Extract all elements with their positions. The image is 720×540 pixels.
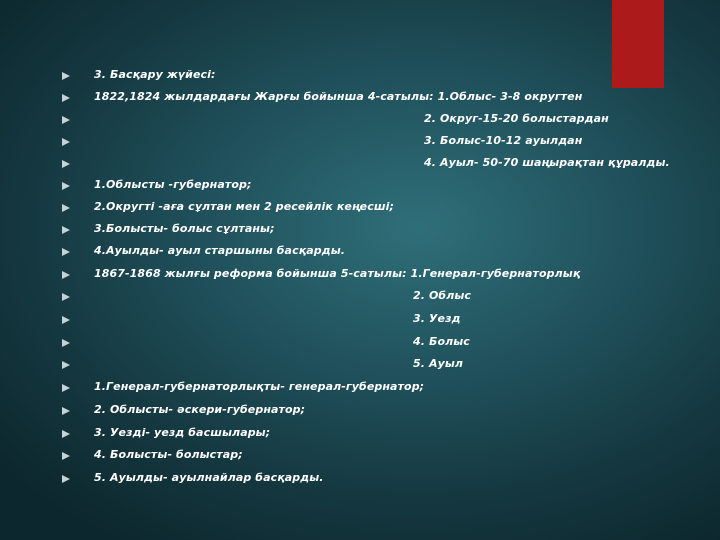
triangle-bullet-icon	[62, 452, 70, 460]
triangle-bullet-icon	[62, 407, 70, 415]
list-item-text: 4. Ауыл- 50-70 шаңырақтан құралды.	[424, 156, 670, 169]
triangle-bullet-icon	[62, 339, 70, 347]
triangle-bullet-icon	[62, 138, 70, 146]
list-item-text: 1.Генерал-губернаторлықты- генерал-губернатор;	[94, 380, 425, 393]
list-item	[0, 424, 720, 446]
list-item-text: 3. Болыс-10-12 ауылдан	[424, 134, 583, 147]
list-item	[0, 469, 720, 491]
triangle-bullet-icon	[62, 316, 70, 324]
triangle-bullet-icon	[62, 226, 70, 234]
list-item	[0, 88, 720, 110]
triangle-bullet-icon	[62, 160, 70, 168]
triangle-bullet-icon	[62, 293, 70, 301]
triangle-bullet-icon	[62, 475, 70, 483]
list-item	[0, 110, 720, 132]
triangle-bullet-icon	[62, 384, 70, 392]
list-item-text: 1.Облысты -губернатор;	[94, 178, 252, 191]
list-item-text: 2. Округ-15-20 болыстардан	[424, 112, 609, 125]
list-item-text: 4. Болыс	[413, 335, 470, 348]
list-item-text: 5. Ауылды- ауылнайлар басқарды.	[94, 471, 324, 484]
list-item-text: 2. Облыс	[413, 289, 472, 302]
list-item	[0, 355, 720, 377]
list-item	[0, 132, 720, 154]
list-item	[0, 378, 720, 400]
list-item-text: 1867-1868 жылғы реформа бойынша 5-сатылы: 1.Генерал-губернаторлық	[94, 267, 581, 280]
list-item	[0, 265, 720, 287]
list-item-text: 2.Округті -аға сұлтан мен 2 ресейлік кеңесші;	[94, 200, 394, 213]
list-item	[0, 446, 720, 468]
list-item-text: 1822,1824 жылдардағы Жарғы бойынша 4-сатылы: 1.Облыс- 3-8 округтен	[94, 90, 583, 103]
list-item	[0, 401, 720, 423]
triangle-bullet-icon	[62, 361, 70, 369]
list-item-text: 3. Уезді- уезд басшылары;	[94, 426, 271, 439]
triangle-bullet-icon	[62, 72, 70, 80]
list-item-text: 3. Уезд	[413, 312, 461, 325]
list-item	[0, 310, 720, 332]
list-item	[0, 287, 720, 309]
list-item	[0, 176, 720, 198]
list-item-text: 3. Басқару жүйесі:	[94, 68, 216, 81]
triangle-bullet-icon	[62, 116, 70, 124]
triangle-bullet-icon	[62, 430, 70, 438]
list-item-text: 5. Ауыл	[413, 357, 464, 370]
list-item	[0, 220, 720, 242]
triangle-bullet-icon	[62, 182, 70, 190]
list-item-text: 3.Болысты- болыс сұлтаны;	[94, 222, 275, 235]
list-item-text: 4. Болысты- болыстар;	[94, 448, 243, 461]
triangle-bullet-icon	[62, 248, 70, 256]
list-item	[0, 154, 720, 176]
list-item	[0, 333, 720, 355]
triangle-bullet-icon	[62, 271, 70, 279]
triangle-bullet-icon	[62, 94, 70, 102]
list-item-text: 2. Облысты- әскери-губернатор;	[94, 403, 306, 416]
list-item	[0, 242, 720, 264]
list-item-text: 4.Ауылды- ауыл старшыны басқарды.	[94, 244, 346, 257]
list-item	[0, 66, 720, 88]
list-item	[0, 198, 720, 220]
triangle-bullet-icon	[62, 204, 70, 212]
